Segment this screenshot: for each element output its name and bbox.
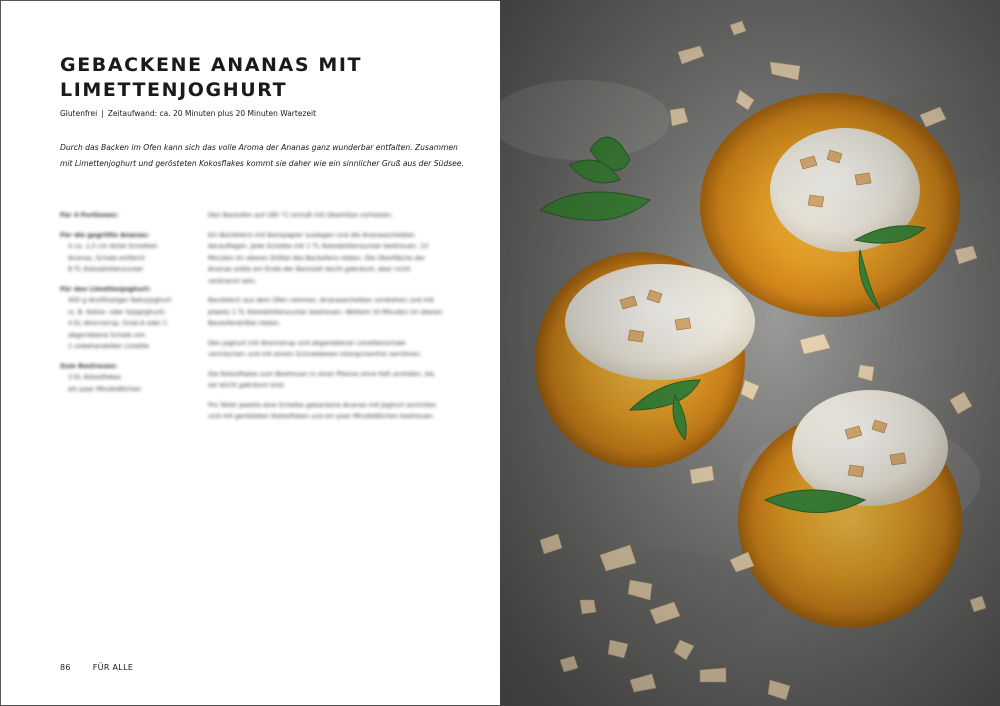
meta-separator: | <box>101 109 104 118</box>
diet-label: Glutenfrei <box>60 109 98 118</box>
step-text: Pro Teller jeweils eine Scheibe gebackene Ananas mit Joghurt anrichten und mit gerösteten Kokosflakes und ein paar Minzblättchen bestreuen. <box>208 400 437 420</box>
preparation-steps-blurred <box>208 210 443 431</box>
ingredient-heading: Für 4 Portionen: <box>60 211 119 219</box>
ingredient-item: 8 TL Kokosblütenzucker <box>68 265 144 273</box>
ingredient-heading: Für den Limettenjoghurt: <box>60 284 151 293</box>
step-text: Backblech aus dem Ofen nehmen, Ananasscheiben umdrehen und mit jeweils 1 TL Kokosblütenzucker bestreuen. Weitere 10 Minuten im oberen Backofendrittel rösten. <box>208 296 443 327</box>
page-number: 86 <box>60 663 71 672</box>
ingredient-heading: Zum Bestreuen: <box>60 361 118 370</box>
page-footer <box>60 663 133 672</box>
step-text: Den Backofen auf 180 °C Umluft mit Oberhitze vorheizen. <box>208 211 394 219</box>
step-text: Die Kokosflakes zum Bestreuen in einer Pfanne ohne Fett anrösten, bis sie leicht gebräunt sind. <box>208 369 435 389</box>
ingredient-item: (z. B. Kokos- oder Sojajoghurt) <box>68 307 165 316</box>
step-text: Ein Backblech mit Backpapier auslegen und die Ananasscheiben darauflegen. Jede Scheibe mit 1 TL Kokosblütenzucker bestreuen. 10 Minuten im oberen Drittel des Backofens rösten. Die Oberfläche der Ananas sollte am Ende der Backzeit leicht gebräunt, aber nicht verbrannt sein. <box>208 230 429 285</box>
ingredient-item: 4 ca. 1,5 cm dicke Scheiben <box>68 242 158 250</box>
ingredient-item: 1 unbehandelten Limette <box>68 342 149 350</box>
step-text: Den Joghurt mit Ahornsirup und abgeriebener Limettenschale vermischen und mit einem Schneebesen klümpchenfrei verrühren. <box>208 338 422 358</box>
ingredient-heading: Für die gegrillte Ananas: <box>60 230 150 239</box>
ingredient-item: 400 g dickflüssiger Naturjoghurt <box>68 296 172 304</box>
ingredient-item: abgeriebene Schale von <box>68 330 146 339</box>
section-name: FÜR ALLE <box>92 663 134 672</box>
recipe-intro: Durch das Backen im Ofen kann sich das volle Aroma der Ananas ganz wunderbar entfalten. Zusammen mit Limettenjoghurt und gerösteten Kokosflakes kommt sie daher wie ein sinnlicher Gruß aus der Südsee. <box>60 143 464 168</box>
ingredients-list-blurred <box>60 210 200 395</box>
recipe-meta <box>60 109 316 118</box>
ingredient-item: 3 EL Kokosflakes <box>68 373 121 381</box>
vignette <box>500 0 1000 706</box>
ingredient-item: 4 EL Ahornsirup, Grad A oder C <box>68 319 168 327</box>
right-page-photo <box>500 0 1000 706</box>
food-photo <box>500 0 1000 706</box>
ingredient-item: ein paar Minzblättchen <box>68 384 142 393</box>
time-label: Zeitaufwand: ca. 20 Minuten plus 20 Minuten Wartezeit <box>107 109 317 118</box>
ingredient-item: Ananas, Schale entfernt <box>68 253 145 262</box>
recipe-title: GEBACKENE ANANAS MIT LIMETTENJOGHURT <box>60 54 363 101</box>
